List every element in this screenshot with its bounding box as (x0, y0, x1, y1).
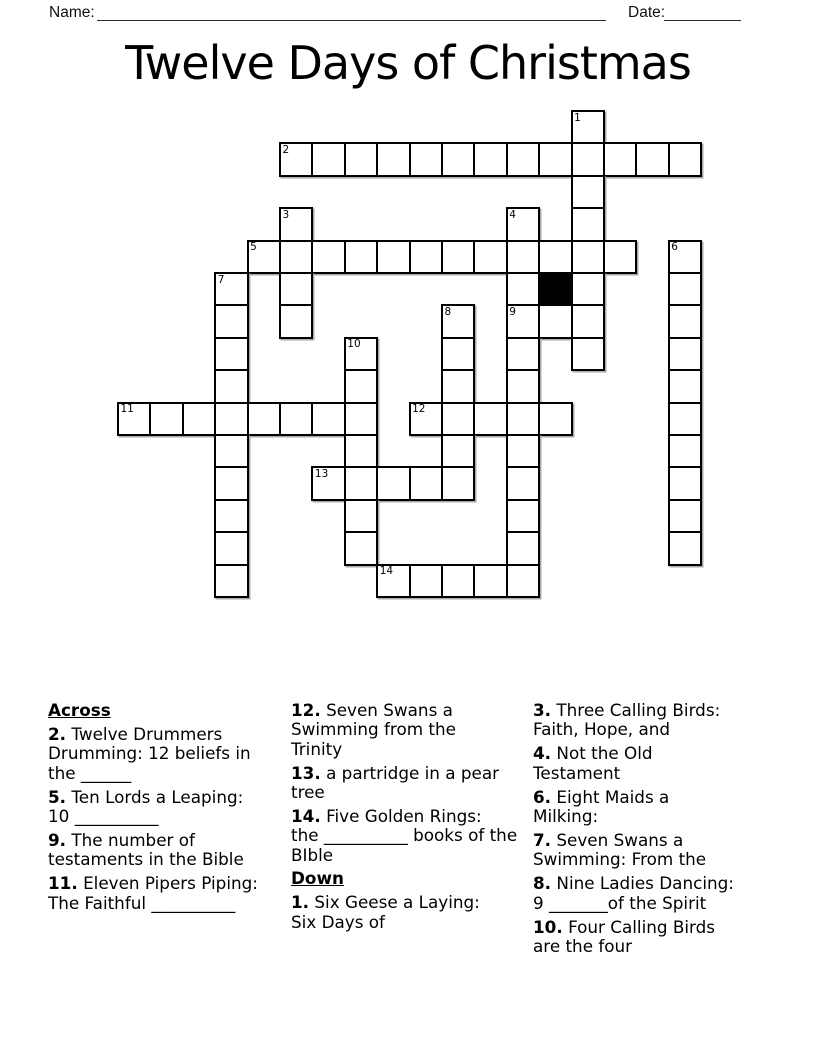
grid-cell[interactable] (214, 304, 248, 338)
clue-text: Three Calling Birds: Faith, Hope, and (533, 700, 721, 740)
grid-cell[interactable] (376, 240, 410, 274)
clue-10 (533, 918, 785, 957)
grid-cell[interactable] (668, 466, 702, 500)
clue-7 (533, 831, 785, 870)
clue-text: Eleven Pipers Piping: The Faithful __________ (48, 873, 258, 913)
grid-cell[interactable] (668, 142, 702, 176)
grid-cell[interactable] (571, 304, 605, 338)
grid-cell[interactable] (441, 369, 475, 403)
cell-number: 1 (574, 111, 581, 124)
clue-text: Ten Lords a Leaping: 10 __________ (48, 786, 244, 827)
grid-cell[interactable] (344, 337, 378, 371)
grid-cell[interactable] (603, 240, 637, 274)
grid-cell[interactable] (506, 207, 540, 241)
grid-cell[interactable] (279, 207, 313, 241)
grid-cell[interactable] (571, 207, 605, 241)
grid-cell[interactable] (441, 434, 475, 468)
grid-cell[interactable] (409, 240, 443, 274)
grid-cell[interactable] (603, 142, 637, 176)
clue-11 (48, 874, 288, 913)
date-label: Date: (628, 4, 666, 21)
grid-cell[interactable] (344, 240, 378, 274)
clue-text: Nine Ladies Dancing: 9 _______of the Spirit (533, 873, 734, 913)
clue-8 (533, 874, 785, 913)
grid-cell[interactable] (409, 402, 443, 436)
grid-cell[interactable] (247, 402, 281, 436)
clue-text: Six Geese a Laying: Six Days of (291, 892, 480, 932)
grid-cell[interactable] (214, 337, 248, 371)
grid-cell[interactable] (668, 499, 702, 533)
clue-number: 3. (533, 700, 552, 720)
grid-cell[interactable] (344, 369, 378, 403)
clue-number: 2. (48, 723, 67, 744)
grid-cell[interactable] (279, 402, 313, 436)
grid-cell[interactable] (409, 564, 443, 598)
grid-cell[interactable] (538, 304, 572, 338)
grid-cell[interactable] (214, 434, 248, 468)
puzzle-title: Twelve Days of Christmas (125, 36, 691, 90)
grid-cell[interactable] (506, 337, 540, 371)
grid-cell[interactable] (668, 434, 702, 468)
grid-cell[interactable] (668, 531, 702, 565)
grid-cell[interactable] (214, 531, 248, 565)
clue-text: The number of testaments in the Bible (48, 829, 244, 870)
cell-number: 8 (444, 305, 452, 318)
clue-text: Seven Swans a Swimming: From the (533, 829, 707, 870)
grid-cell[interactable] (506, 564, 540, 598)
clue-column-3 (533, 701, 785, 956)
name-blank-line[interactable] (97, 20, 606, 21)
grid-cell[interactable] (214, 564, 248, 598)
grid-cell[interactable] (635, 142, 669, 176)
grid-cell[interactable] (344, 466, 378, 500)
grid-cell[interactable] (473, 564, 507, 598)
grid-cell[interactable] (117, 402, 151, 436)
cell-number: 4 (509, 208, 516, 221)
name-label: Name: (49, 4, 95, 21)
grid-cell[interactable] (571, 110, 605, 144)
grid-cell[interactable] (506, 531, 540, 565)
clue-number: 9. (48, 829, 67, 850)
grid-cell[interactable] (668, 272, 702, 306)
clue-3 (533, 701, 785, 740)
clue-14 (291, 807, 534, 865)
cell-number: 9 (509, 305, 516, 318)
clue-number: 8. (533, 873, 552, 894)
black-cell (538, 272, 572, 306)
grid-cell[interactable] (279, 304, 313, 338)
grid-cell[interactable] (409, 466, 443, 500)
clue-13 (291, 764, 534, 803)
grid-cell[interactable] (506, 240, 540, 274)
grid-cell[interactable] (279, 240, 313, 274)
clue-column-2 (291, 701, 534, 932)
grid-cell[interactable] (376, 564, 410, 598)
clue-column-1 (48, 701, 288, 913)
grid-cell[interactable] (344, 499, 378, 533)
cell-number: 3 (282, 208, 290, 221)
clue-number: 6. (533, 786, 552, 807)
clue-number: 13. (291, 762, 321, 783)
cell-number: 12 (412, 403, 426, 416)
grid-cell[interactable] (571, 175, 605, 209)
clue-text: Five Golden Rings: the __________ books of the BIble (291, 806, 518, 865)
grid-cell[interactable] (473, 240, 507, 274)
cell-number: 7 (217, 273, 225, 286)
grid-cell[interactable] (279, 272, 313, 306)
clue-number: 11. (48, 873, 78, 894)
cell-number: 5 (250, 241, 257, 254)
grid-cell[interactable] (571, 337, 605, 371)
grid-cell[interactable] (506, 304, 540, 338)
grid-cell[interactable] (538, 402, 572, 436)
down-header: Down (291, 868, 344, 889)
grid-cell[interactable] (441, 337, 475, 371)
cell-number: 6 (671, 241, 678, 254)
clue-text: Not the Old Testament (533, 743, 653, 783)
grid-cell[interactable] (571, 240, 605, 274)
grid-cell[interactable] (214, 402, 248, 436)
cell-number: 14 (379, 565, 394, 578)
grid-cell[interactable] (473, 402, 507, 436)
grid-cell[interactable] (344, 531, 378, 565)
grid-cell[interactable] (441, 402, 475, 436)
clue-text: Seven Swans a Swimming from the Trinity (291, 700, 456, 759)
grid-cell[interactable] (571, 272, 605, 306)
grid-cell[interactable] (506, 369, 540, 403)
clue-number: 7. (533, 829, 552, 850)
clue-number: 14. (291, 806, 321, 827)
date-blank-line[interactable] (664, 20, 741, 21)
clue-12 (291, 701, 534, 759)
grid-cell[interactable] (344, 402, 378, 436)
grid-cell[interactable] (441, 240, 475, 274)
grid-cell[interactable] (311, 466, 345, 500)
grid-cell[interactable] (668, 402, 702, 436)
grid-cell[interactable] (441, 564, 475, 598)
clue-number: 4. (533, 743, 552, 764)
grid-cell[interactable] (214, 369, 248, 403)
grid-cell[interactable] (441, 304, 475, 338)
grid-cell[interactable] (571, 142, 605, 176)
clue-text: Four Calling Birds are the four (533, 916, 716, 956)
grid-cell[interactable] (506, 272, 540, 306)
grid-cell[interactable] (182, 402, 216, 436)
grid-cell[interactable] (344, 142, 378, 176)
clue-1 (291, 893, 534, 932)
across-header: Across (48, 700, 111, 720)
grid-cell[interactable] (506, 466, 540, 500)
grid-cell[interactable] (311, 402, 345, 436)
grid-cell[interactable] (409, 142, 443, 176)
clue-2 (48, 725, 288, 783)
grid-cell[interactable] (311, 240, 345, 274)
clue-text: a partridge in a pear tree (291, 762, 500, 803)
cell-number: 10 (347, 338, 361, 351)
grid-cell[interactable] (506, 402, 540, 436)
clue-number: 1. (291, 892, 310, 913)
grid-cell[interactable] (376, 142, 410, 176)
clue-6 (533, 788, 785, 827)
grid-cell[interactable] (279, 142, 313, 176)
grid-cell[interactable] (538, 142, 572, 176)
clue-number: 5. (48, 786, 67, 807)
clue-number: 10. (533, 916, 563, 937)
grid-cell[interactable] (441, 466, 475, 500)
grid-cell[interactable] (441, 142, 475, 176)
grid-cell[interactable] (473, 142, 507, 176)
clue-text: Twelve Drummers Drumming: 12 beliefs in the ______ (48, 723, 251, 783)
grid-cell[interactable] (668, 304, 702, 338)
clue-number: 12. (291, 700, 321, 720)
grid-cell[interactable] (668, 369, 702, 403)
grid-cell[interactable] (506, 434, 540, 468)
grid-cell[interactable] (149, 402, 183, 436)
cell-number: 13 (314, 467, 329, 480)
grid-cell[interactable] (214, 272, 248, 306)
grid-cell[interactable] (214, 499, 248, 533)
grid-cell[interactable] (506, 499, 540, 533)
grid-cell[interactable] (344, 434, 378, 468)
cell-number: 11 (120, 403, 134, 416)
grid-cell[interactable] (376, 466, 410, 500)
grid-cell[interactable] (538, 240, 572, 274)
clue-9 (48, 831, 288, 870)
grid-cell[interactable] (506, 142, 540, 176)
grid-cell[interactable] (668, 337, 702, 371)
grid-cell[interactable] (311, 142, 345, 176)
clue-4 (533, 744, 785, 783)
clue-5 (48, 788, 288, 827)
grid-cell[interactable] (247, 240, 281, 274)
clue-text: Eight Maids a Milking: (533, 786, 670, 827)
grid-cell[interactable] (668, 240, 702, 274)
grid-cell[interactable] (214, 466, 248, 500)
cell-number: 2 (282, 143, 290, 156)
